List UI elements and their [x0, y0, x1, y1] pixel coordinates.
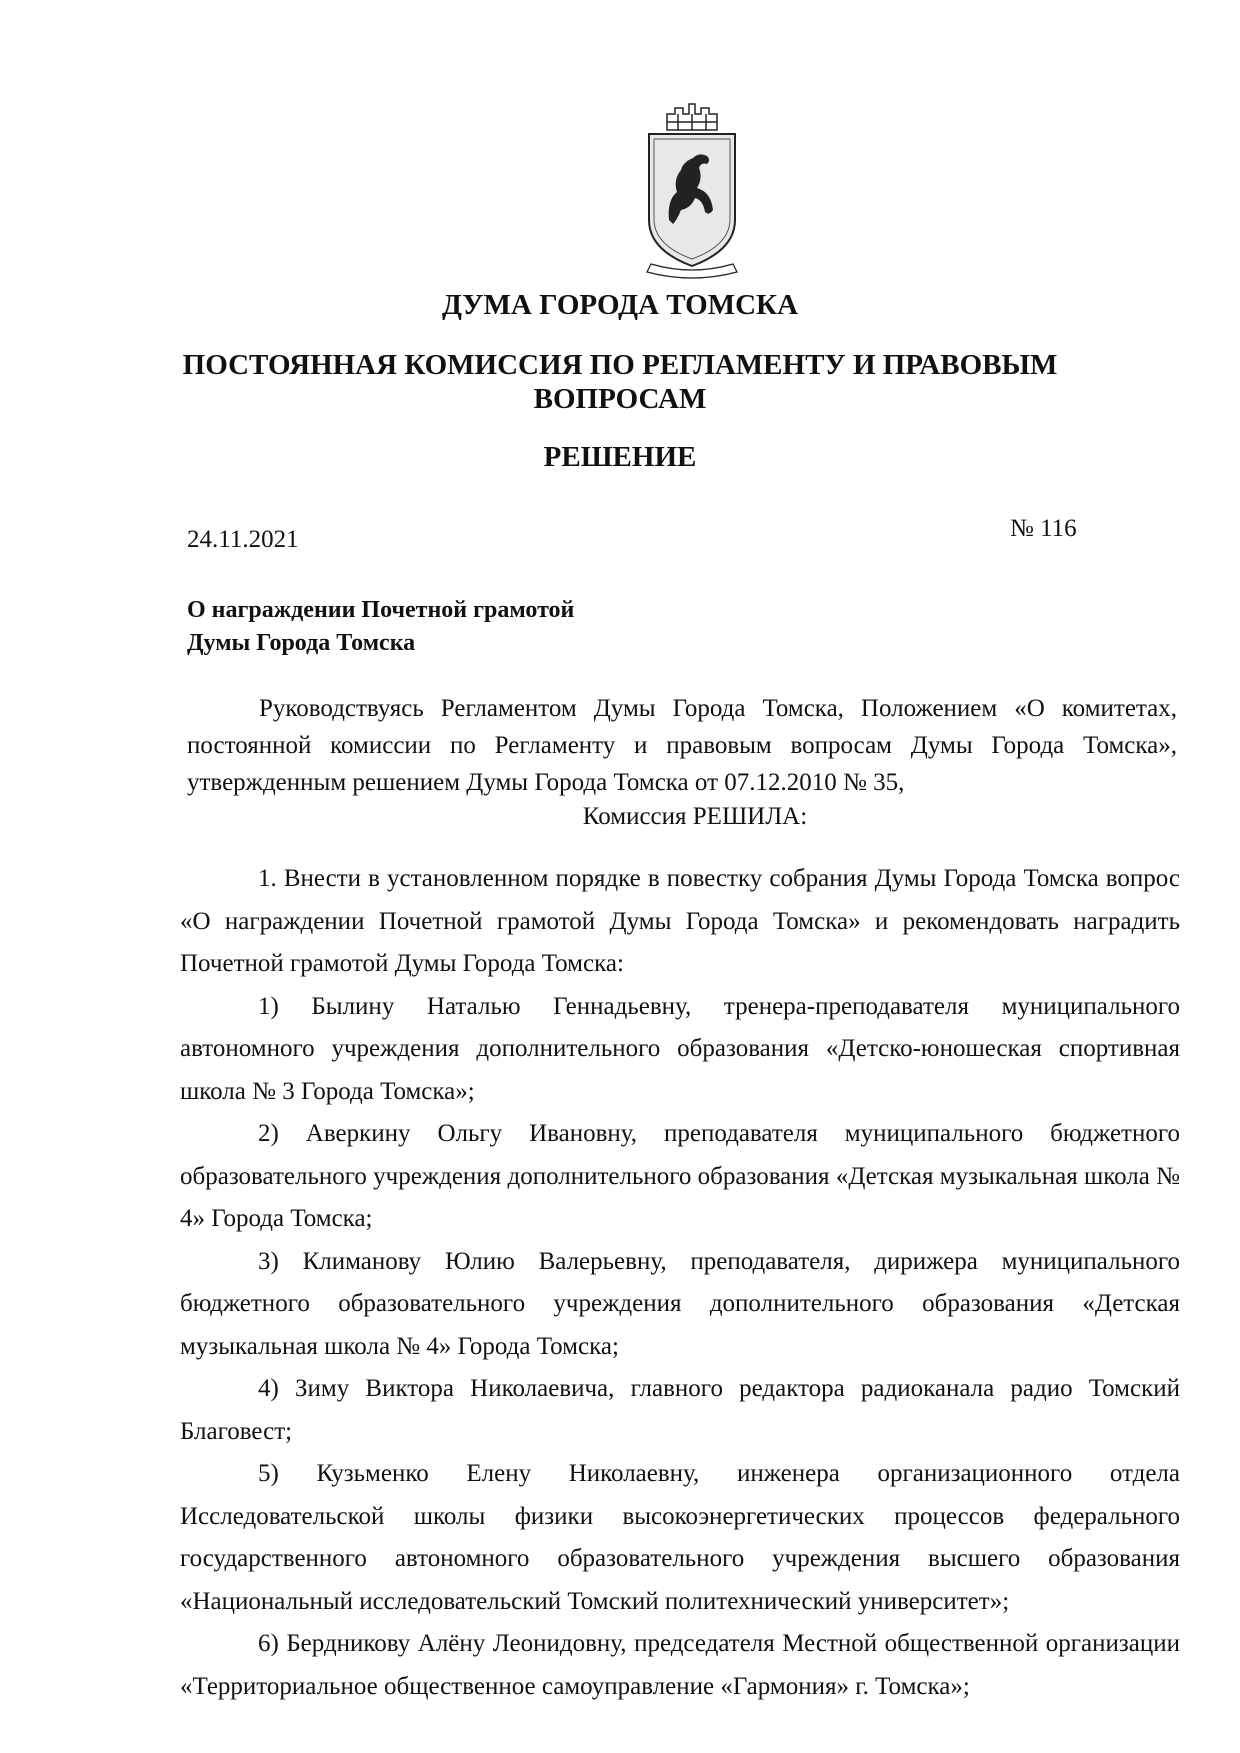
document-type: РЕШЕНИЕ — [543, 441, 697, 473]
award-item-1: 1) Былину Наталью Геннадьевну, тренера-преподавателя муниципального автономного учреждения дополнительного образования «Детско-юношеская спортивная школа № 3 Города Томска»; — [180, 992, 1180, 1105]
award-item-3: 3) Климанову Юлию Валерьевну, преподавателя, дирижера муниципального бюджетного образовательного учреждения дополнительного образования «Детская музыкальная школа № 4» Города Томска; — [180, 1247, 1180, 1360]
paragraph-1: 1. Внести в установленном порядке в повестку собрания Думы Города Томска вопрос «О награждении Почетной грамотой Думы Города Томска» и рекомендовать наградить Почетной грамотой Думы Города Томска: — [180, 865, 1180, 977]
organization-title: ДУМА ГОРОДА ТОМСКА — [441, 289, 799, 321]
document-number: № 116 — [1010, 515, 1077, 542]
award-item-6: 6) Бердникову Алёну Леонидовну, председателя Местной общественной организации «Территориальное общественное самоуправление «Гармония» г. Томска»; — [180, 1630, 1180, 1700]
commission-title — [0, 348, 1240, 416]
preamble-paragraph: Руководствуясь Регламентом Думы Города Томска, Положением «О комитетах, постоянной комиссии по Регламенту и правовым вопросам Думы Города Томска», утвержденным решением Думы Города Томска от 07.12.2010 № 35, — [187, 695, 1177, 796]
decision-body — [180, 858, 1180, 1708]
subject-line2: Думы Города Томска — [187, 630, 416, 656]
document-date: 24.11.2021 — [187, 526, 299, 553]
commission-title-line1: ПОСТОЯННАЯ КОМИССИЯ ПО РЕГЛАМЕНТУ И ПРАВОВЫМ — [182, 349, 1058, 381]
award-item-5: 5) Кузьменко Елену Николаевну, инженера организационного отдела Исследовательской школы физики высокоэнергетических процессов федерального государственного автономного образовательного учреждения высшего образования «Национальный исследовательский Томский политехнический университет»; — [180, 1460, 1180, 1615]
resolution-heading: Комиссия РЕШИЛА: — [582, 803, 808, 830]
coat-of-arms-emblem — [637, 100, 747, 280]
award-item-4: 4) Зиму Виктора Николаевича, главного редактора радиоканала радио Томский Благовест; — [180, 1375, 1180, 1445]
award-item-2: 2) Аверкину Ольгу Ивановну, преподавателя муниципального бюджетного образовательного учреждения дополнительного образования «Детская музыкальная школа № 4» Города Томска; — [180, 1120, 1180, 1232]
commission-title-line2: ВОПРОСАМ — [533, 383, 707, 415]
subject-line1: О награждении Почетной грамотой — [187, 597, 575, 623]
document-subject — [187, 594, 574, 660]
